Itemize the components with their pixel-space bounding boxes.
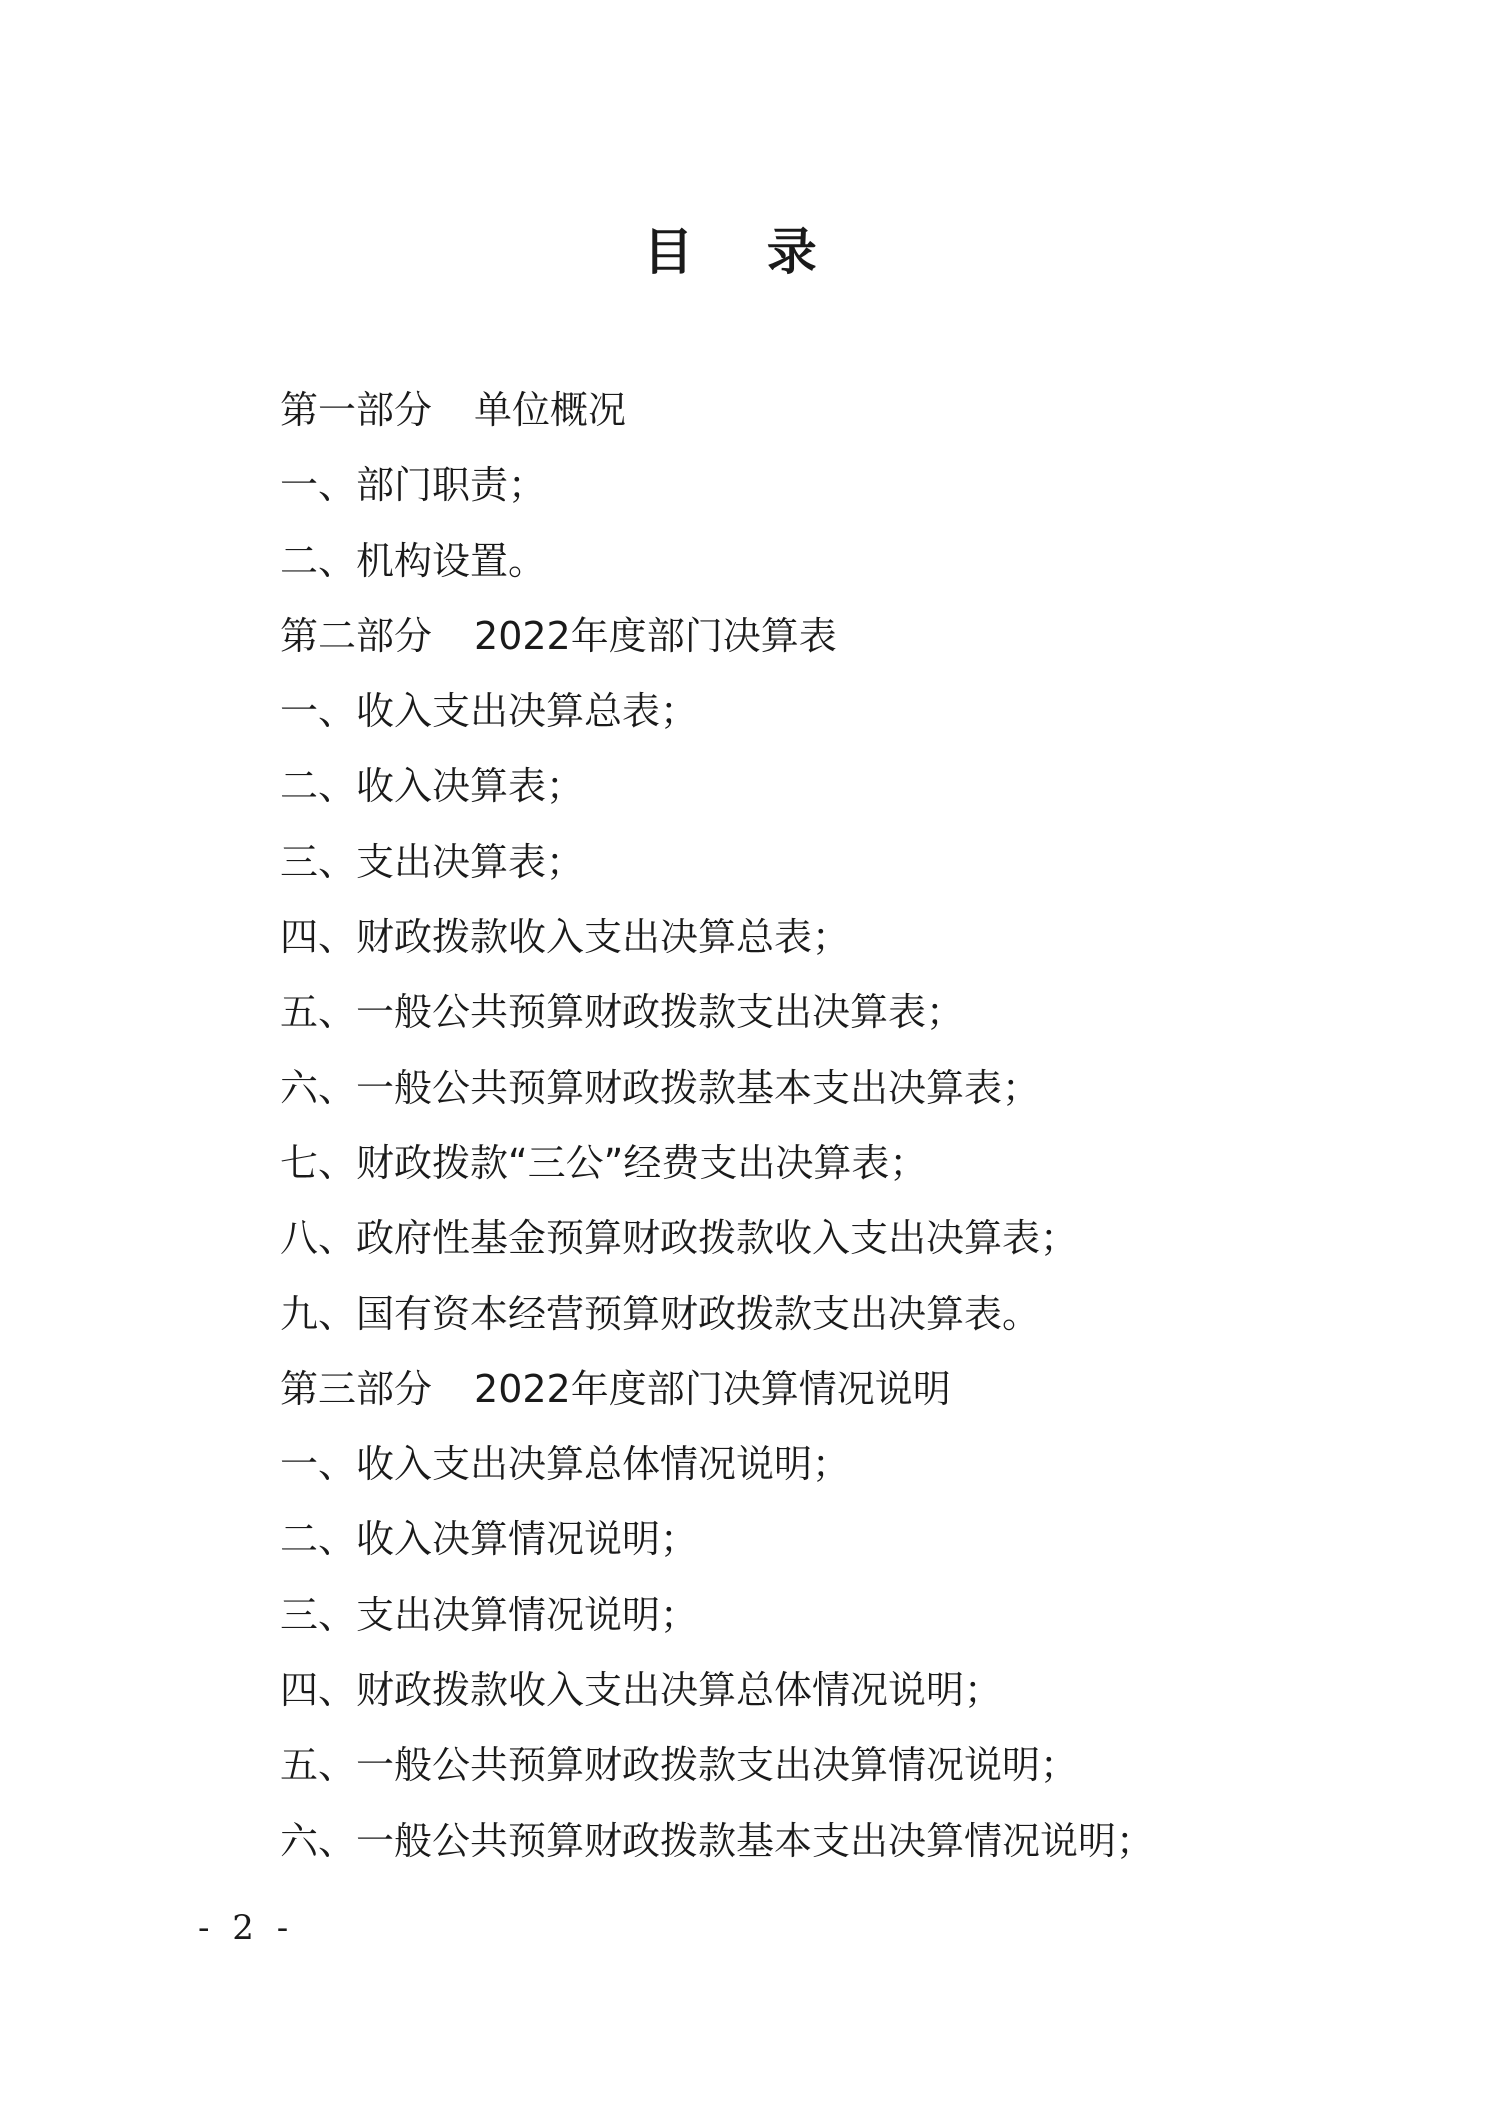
toc-item: 二、机构设置。 xyxy=(280,538,547,583)
toc-item: 六、一般公共预算财政拨款基本支出决算情况说明； xyxy=(280,1818,1155,1863)
toc-item: 一、收入支出决算总表； xyxy=(280,689,699,734)
toc-part-1 xyxy=(280,380,1154,455)
toc-item: 二、收入决算表； xyxy=(280,764,585,809)
toc-item: 一、收入支出决算总体情况说明； xyxy=(280,1442,851,1487)
toc-item: 三、支出决算情况说明； xyxy=(280,1592,699,1637)
toc-item: 五、一般公共预算财政拨款支出决算情况说明； xyxy=(280,1743,1079,1788)
page-number: - 2 - xyxy=(198,1908,295,1948)
toc-item: 六、一般公共预算财政拨款基本支出决算表； xyxy=(280,1065,1041,1110)
toc-item: 三、支出决算表； xyxy=(280,839,585,884)
part-label: 第三部分 xyxy=(280,1366,433,1411)
toc-item: 七、财政拨款“三公”经费支出决算表； xyxy=(280,1140,928,1185)
part-name: 单位概况 xyxy=(474,388,627,432)
toc-item: 五、一般公共预算财政拨款支出决算表； xyxy=(280,990,965,1035)
part-name: 2022年度部门决算表 xyxy=(474,613,837,658)
part-name: 2022年度部门决算情况说明 xyxy=(474,1366,951,1411)
toc-item: 八、政府性基金预算财政拨款收入支出决算表； xyxy=(280,1216,1079,1261)
part-label: 第二部分 xyxy=(280,613,433,658)
page-title: 目 录 xyxy=(643,223,845,281)
toc-item: 九、国有资本经营预算财政拨款支出决算表。 xyxy=(280,1291,1041,1336)
toc-item: 四、财政拨款收入支出决算总体情况说明； xyxy=(280,1668,1003,1713)
toc-item: 二、收入决算情况说明； xyxy=(280,1517,699,1562)
toc-part-3 xyxy=(280,1359,1154,1434)
toc-part-2 xyxy=(280,606,1154,681)
toc-item: 四、财政拨款收入支出决算总表； xyxy=(280,915,851,960)
toc-item: 一、部门职责； xyxy=(280,463,547,508)
part-label: 第一部分 xyxy=(280,388,433,432)
table-of-contents xyxy=(280,380,1154,1886)
